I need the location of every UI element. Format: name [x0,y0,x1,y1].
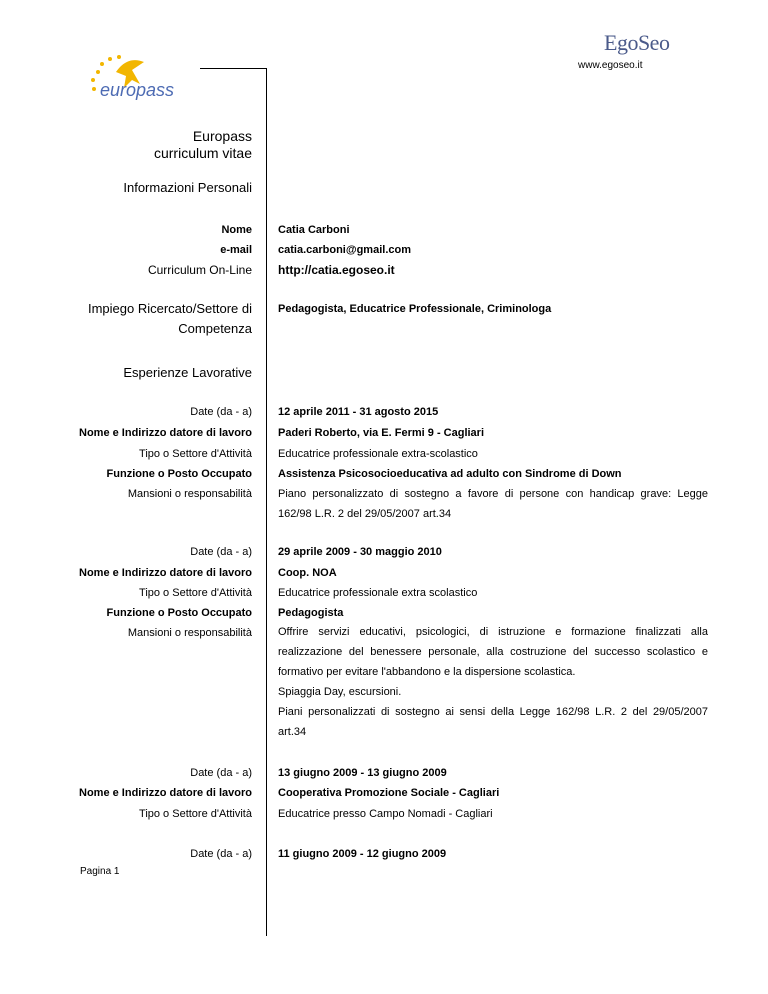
column-divider [266,68,267,936]
name-value: Catia Carboni [278,224,350,236]
job-label-2: Competenza [178,321,252,336]
cv-label: Curriculum On-Line [147,263,252,277]
job1-duties: Piano personalizzato di sostegno a favore di persone con handicap grave: Legge 162/98 L.R. 2 del 29/05/2007 art.34 [278,488,708,520]
section-personal: Informazioni Personali [123,180,252,195]
role-label: Funzione o Posto Occupato [106,607,252,619]
job1-role: Assistenza Psicosocioeducativa ad adulto con Sindrome di Down [278,468,622,480]
job3-employer: Cooperativa Promozione Sociale - Cagliari [278,787,500,799]
email-label: e-mail [220,244,252,256]
role-label: Funzione o Posto Occupato [106,468,252,480]
job-value: Pedagogista, Educatrice Professionale, Criminologa [278,303,552,315]
job2-duties-2: Spiaggia Day, escursioni. [278,686,402,698]
egoseo-logo: EgoSeo [604,30,670,55]
job4-date: 11 giugno 2009 - 12 giugno 2009 [278,848,447,860]
job2-sector: Educatrice professionale extra scolastico [278,587,478,599]
job2-date: 29 aprile 2009 - 30 maggio 2010 [278,546,442,558]
job2-role: Pedagogista [278,607,344,619]
email-value[interactable]: catia.carboni@gmail.com [278,244,411,256]
job3-date: 13 giugno 2009 - 13 giugno 2009 [278,767,447,779]
svg-text:europass: europass [100,80,175,100]
job1-sector: Educatrice professionale extra-scolastico [278,448,478,460]
page-number: Pagina 1 [80,866,120,877]
section-work: Esperienze Lavorative [123,365,252,380]
date-label: Date (da - a) [190,406,252,418]
job1-employer: Paderi Roberto, via E. Fermi 9 - Cagliari [278,427,485,439]
sector-label: Tipo o Settore d'Attività [139,587,252,599]
employer-label: Nome e Indirizzo datore di lavoro [79,427,252,439]
job2-duties-3: Piani personalizzati di sostegno ai sensi della Legge 162/98 L.R. 2 del 29/05/2007 art.34 [278,706,708,738]
date-label: Date (da - a) [190,546,252,558]
sector-label: Tipo o Settore d'Attività [139,808,252,820]
job-label-1: Impiego Ricercato/Settore di [87,301,252,316]
job1-date: 12 aprile 2011 - 31 agosto 2015 [278,406,439,418]
europass-logo [76,50,196,106]
title-line-1: Europass [192,128,252,144]
cv-link[interactable]: http://catia.egoseo.it [278,263,395,277]
duties-label: Mansioni o responsabilità [127,488,252,500]
employer-label: Nome e Indirizzo datore di lavoro [79,787,252,799]
duties-label: Mansioni o responsabilità [127,627,252,639]
date-label: Date (da - a) [190,848,252,860]
header-url[interactable]: www.egoseo.it [578,60,643,71]
top-rule [200,68,267,69]
title-line-2: curriculum vitae [153,145,252,161]
job2-duties-1: Offrire servizi educativi, psicologici, di istruzione e formazione finalizzati alla realizzazione del benessere personale, alla costruzione del successo scolastico e formativo per evitare l'abbandono e la dispersione scolastica. [278,626,708,678]
job2-employer: Coop. NOA [278,567,337,579]
employer-label: Nome e Indirizzo datore di lavoro [79,567,252,579]
date-label: Date (da - a) [190,767,252,779]
name-label: Nome [221,224,252,236]
job3-sector: Educatrice presso Campo Nomadi - Cagliari [278,808,493,820]
sector-label: Tipo o Settore d'Attività [139,448,252,460]
